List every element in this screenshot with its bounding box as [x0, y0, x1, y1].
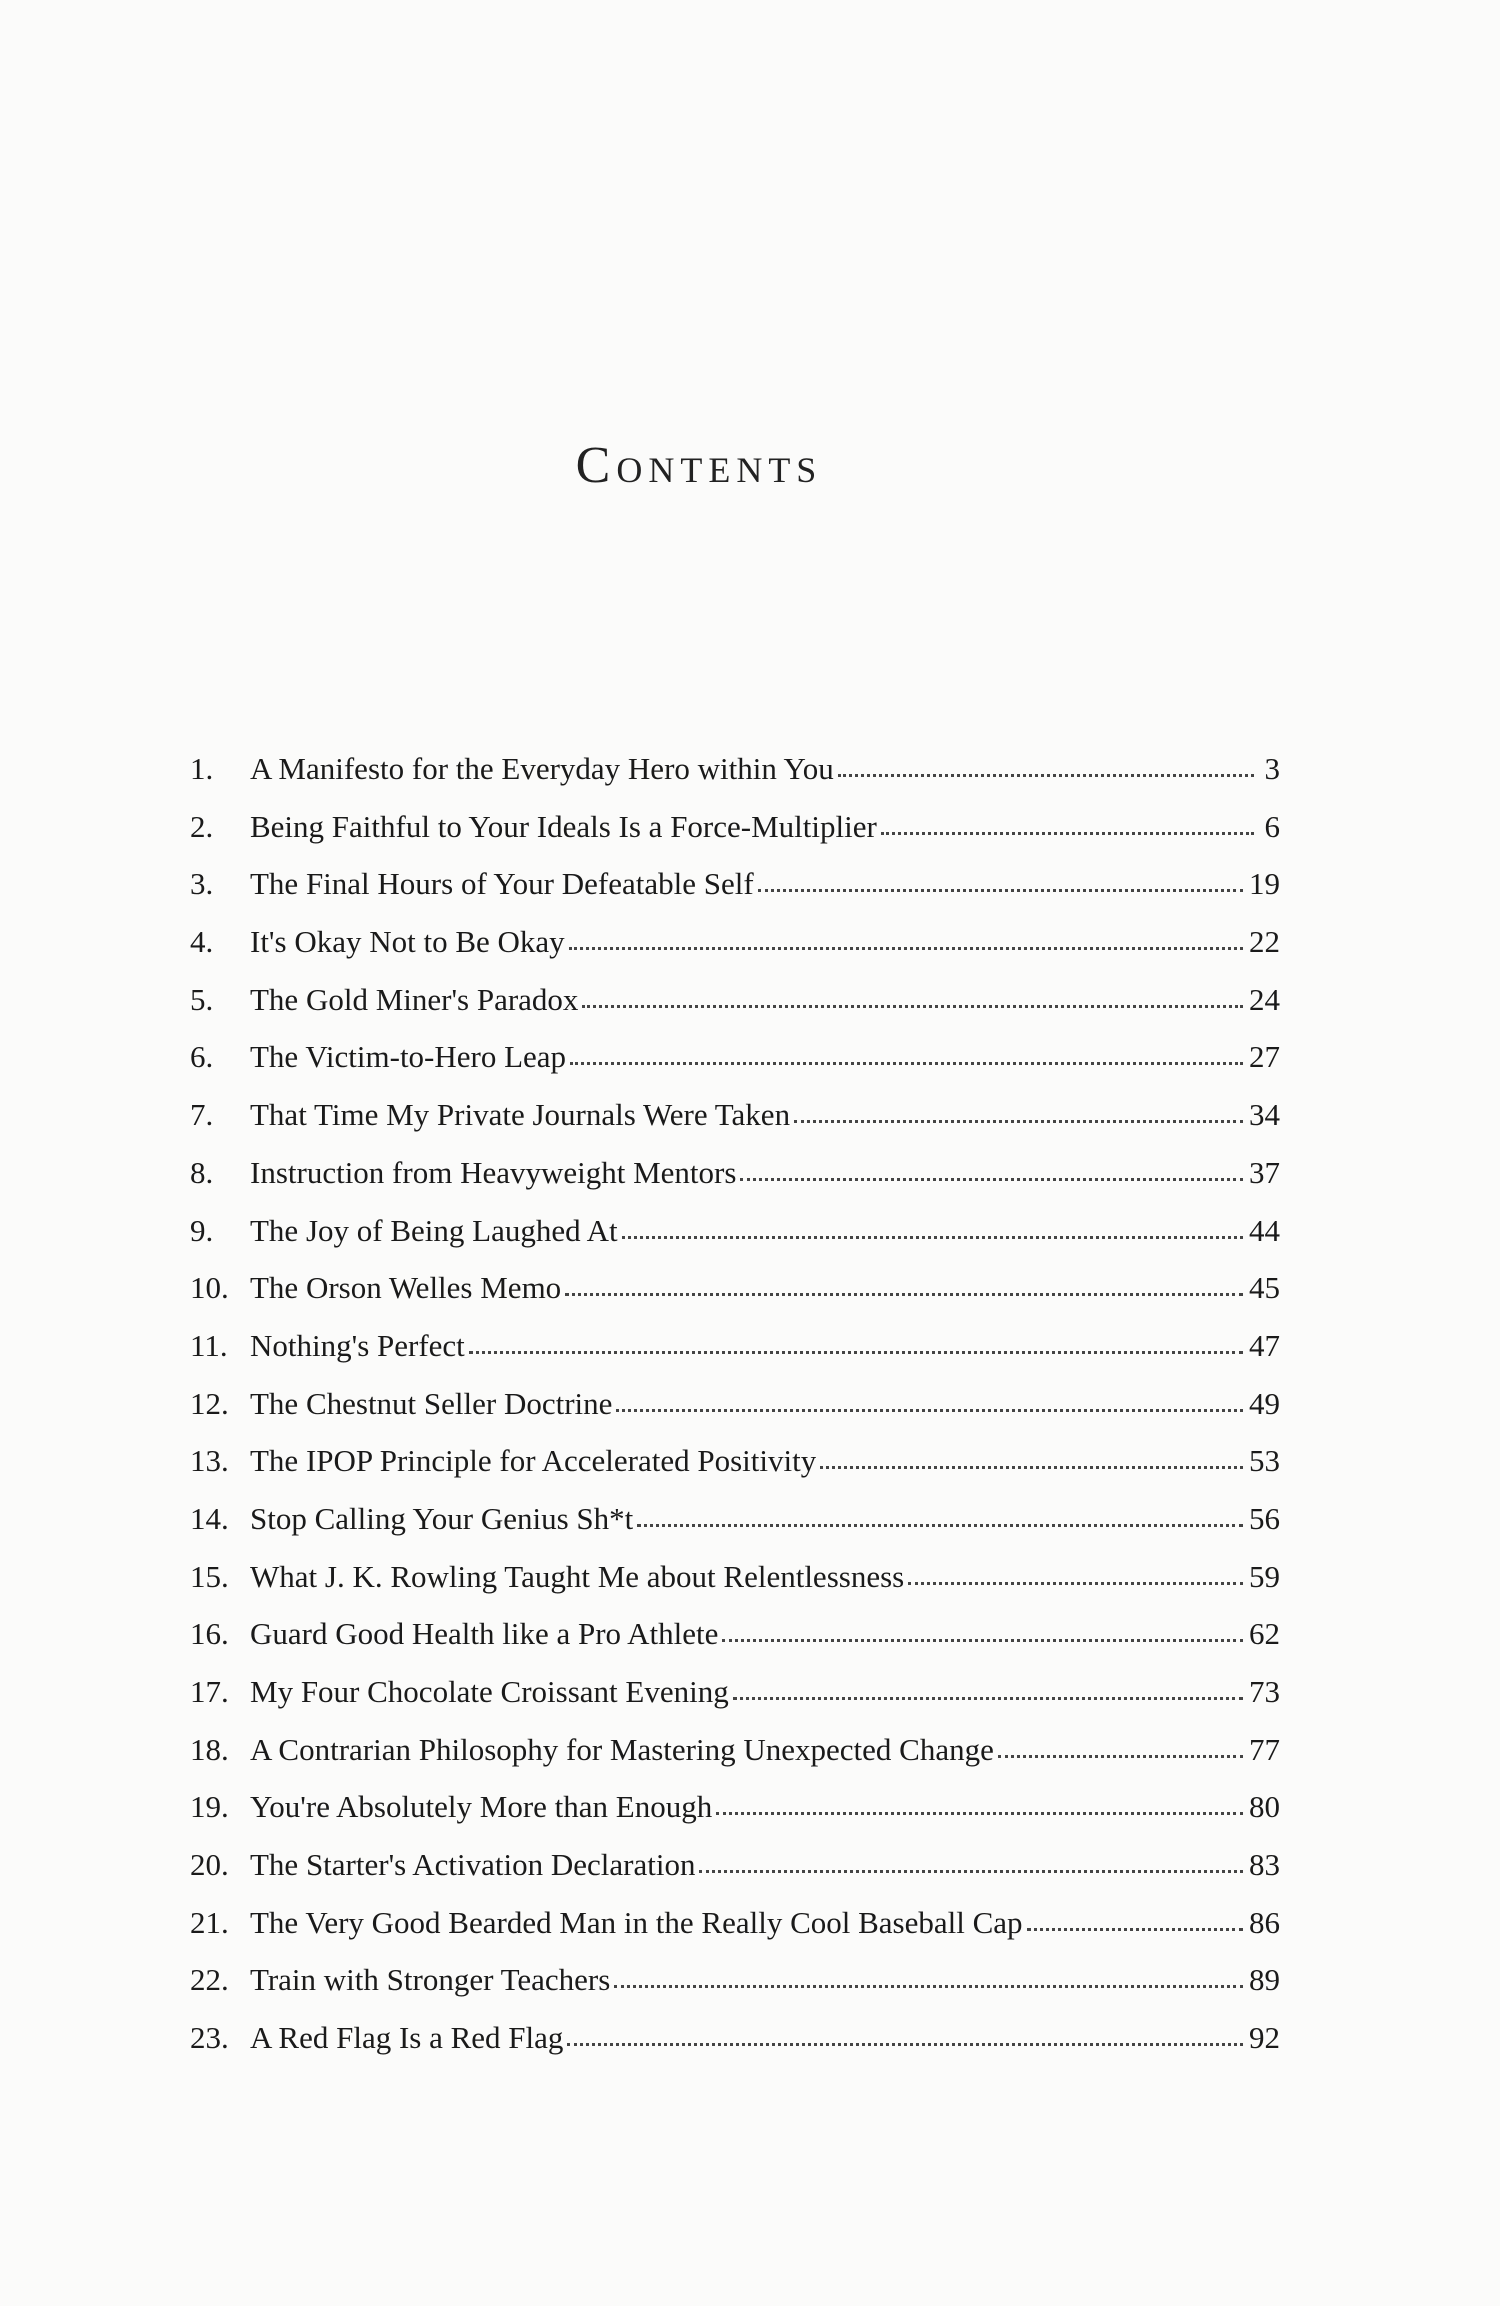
chapter-title: The Joy of Being Laughed At [250, 1212, 618, 1248]
dot-leader [716, 1797, 1243, 1817]
dot-leader [758, 874, 1243, 894]
toc-entry [190, 1836, 1280, 1894]
chapter-number: 7. [190, 1097, 214, 1133]
chapter-number: 22. [190, 1962, 229, 1998]
chapter-title: Instruction from Heavyweight Mentors [250, 1154, 737, 1190]
chapter-number: 5. [190, 981, 214, 1017]
page-number: 24 [1249, 981, 1280, 1017]
chapter-number: 9. [190, 1212, 214, 1248]
page-number: 56 [1249, 1500, 1280, 1536]
toc-entry [190, 855, 1280, 913]
dot-leader [794, 1105, 1243, 1125]
toc-entry [190, 1317, 1280, 1375]
toc-entry [190, 798, 1280, 856]
dot-leader [740, 1163, 1243, 1183]
chapter-number: 15. [190, 1558, 229, 1594]
toc-entry [190, 1548, 1280, 1606]
chapter-number: 21. [190, 1904, 229, 1940]
page-number: 92 [1249, 2020, 1280, 2056]
dot-leader [838, 759, 1254, 779]
chapter-number: 8. [190, 1154, 214, 1190]
chapter-title: It's Okay Not to Be Okay [250, 924, 565, 960]
toc-entry [190, 1086, 1280, 1144]
toc-entry [190, 1144, 1280, 1202]
chapter-number: 16. [190, 1616, 229, 1652]
dot-leader [569, 932, 1243, 952]
page-number: 53 [1249, 1443, 1280, 1479]
page-number: 80 [1249, 1789, 1280, 1825]
toc-entry [190, 1778, 1280, 1836]
dot-leader [637, 1509, 1243, 1529]
page-number: 44 [1249, 1212, 1280, 1248]
toc-entry [190, 1028, 1280, 1086]
dot-leader [582, 990, 1243, 1010]
page-title: Contents [575, 437, 823, 494]
toc-entry [190, 1663, 1280, 1721]
chapter-title: A Manifesto for the Everyday Hero within You [250, 751, 834, 786]
chapter-title: Stop Calling Your Genius Sh*t [250, 1500, 634, 1536]
page-number: 22 [1249, 924, 1280, 960]
toc-entry [190, 740, 1280, 798]
chapter-title: Guard Good Health like a Pro Athlete [250, 1616, 719, 1652]
toc-entry [190, 1432, 1280, 1490]
toc-entry [190, 1721, 1280, 1779]
chapter-number: 19. [190, 1789, 229, 1825]
page-number: 45 [1249, 1270, 1280, 1306]
page-number: 6 [1264, 808, 1280, 844]
dot-leader [1027, 1913, 1243, 1933]
chapter-number: 17. [190, 1674, 229, 1709]
page-number: 37 [1249, 1154, 1280, 1190]
page-number: 3 [1264, 751, 1280, 786]
chapter-title: A Contrarian Philosophy for Mastering Unexpected Change [250, 1731, 994, 1767]
chapter-number: 3. [190, 866, 214, 902]
toc-entry [190, 2009, 1280, 2067]
chapter-title: The Gold Miner's Paradox [250, 981, 579, 1017]
chapter-title: Being Faithful to Your Ideals Is a Force-Multiplier [250, 808, 877, 844]
chapter-number: 23. [190, 2020, 229, 2056]
dot-leader [622, 1221, 1243, 1241]
toc-entry [190, 971, 1280, 1029]
chapter-number: 13. [190, 1443, 229, 1479]
page-number: 47 [1249, 1327, 1280, 1363]
toc-entry [190, 1894, 1280, 1952]
chapter-title: Nothing's Perfect [250, 1327, 465, 1363]
page-number: 49 [1249, 1385, 1280, 1421]
toc-entry [190, 1605, 1280, 1663]
dot-leader [881, 817, 1254, 837]
chapter-number: 6. [190, 1039, 214, 1075]
page-number: 73 [1249, 1674, 1280, 1709]
page-number: 89 [1249, 1962, 1280, 1998]
chapter-title: Train with Stronger Teachers [250, 1962, 611, 1998]
page-number: 59 [1249, 1558, 1280, 1594]
chapter-number: 12. [190, 1385, 229, 1421]
chapter-title: A Red Flag Is a Red Flag [250, 2020, 564, 2056]
page-number: 19 [1249, 866, 1280, 902]
chapter-title: The Orson Welles Memo [250, 1270, 562, 1306]
dot-leader [570, 1047, 1243, 1067]
chapter-number: 4. [190, 924, 214, 960]
chapter-title: The Final Hours of Your Defeatable Self [250, 866, 754, 902]
page-number: 77 [1249, 1731, 1280, 1767]
chapter-number: 10. [190, 1270, 229, 1306]
dot-leader [469, 1336, 1243, 1356]
chapter-title: That Time My Private Journals Were Taken [250, 1097, 791, 1133]
chapter-title: The Chestnut Seller Doctrine [250, 1385, 613, 1421]
chapter-number: 11. [190, 1327, 228, 1363]
toc-entry [190, 1490, 1280, 1548]
page-number: 86 [1249, 1904, 1280, 1940]
table-of-contents [190, 740, 1280, 2067]
chapter-title: The Victim-to-Hero Leap [250, 1039, 567, 1075]
toc-entry [190, 1202, 1280, 1260]
toc-entry [190, 1951, 1280, 2009]
dot-leader [908, 1567, 1243, 1587]
chapter-title: My Four Chocolate Croissant Evening [250, 1674, 729, 1709]
dot-leader [820, 1451, 1243, 1471]
dot-leader [699, 1855, 1243, 1875]
dot-leader [614, 1970, 1243, 1990]
dot-leader [565, 1278, 1243, 1298]
page-number: 83 [1249, 1847, 1280, 1883]
toc-entry [190, 1259, 1280, 1317]
chapter-number: 20. [190, 1847, 229, 1883]
dot-leader [722, 1624, 1243, 1644]
chapter-number: 1. [190, 751, 214, 786]
chapter-title: You're Absolutely More than Enough [250, 1789, 713, 1825]
dot-leader [733, 1682, 1243, 1702]
page-number: 34 [1249, 1097, 1280, 1133]
page-number: 27 [1249, 1039, 1280, 1075]
chapter-title: The Starter's Activation Declaration [250, 1847, 696, 1883]
chapter-title: What J. K. Rowling Taught Me about Relentlessness [250, 1558, 905, 1594]
chapter-title: The Very Good Bearded Man in the Really Cool Baseball Cap [250, 1904, 1023, 1940]
toc-entry [190, 1375, 1280, 1433]
chapter-number: 2. [190, 808, 214, 844]
chapter-title: The IPOP Principle for Accelerated Positivity [250, 1443, 817, 1479]
chapter-number: 18. [190, 1731, 229, 1767]
dot-leader [616, 1394, 1243, 1414]
dot-leader [567, 2028, 1243, 2048]
page-number: 62 [1249, 1616, 1280, 1652]
dot-leader [998, 1740, 1243, 1760]
toc-entry [190, 913, 1280, 971]
chapter-number: 14. [190, 1500, 229, 1536]
